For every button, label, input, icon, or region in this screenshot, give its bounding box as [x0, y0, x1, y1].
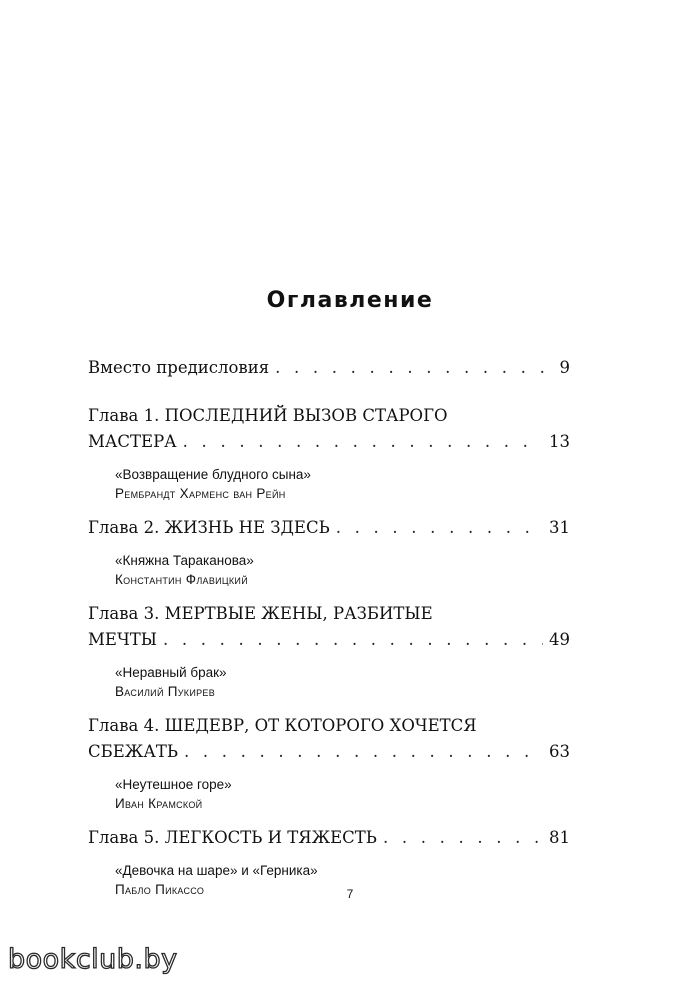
toc-line	[88, 825, 570, 851]
toc-line	[88, 515, 570, 541]
entry-page-number: 63	[549, 742, 570, 761]
entry-page-number: 49	[549, 630, 570, 649]
toc-title: Оглавление	[266, 288, 434, 313]
chapter-title-line-1: Глава 4. ШЕДЕВР, ОТ КОТОРОГО ХОЧЕТСЯ	[88, 716, 477, 735]
painting-title: «Неутешное горе»	[115, 777, 232, 792]
chapter-title-line-2: МЕЧТЫ	[88, 630, 157, 649]
toc-line	[88, 713, 570, 739]
dot-leader	[336, 515, 543, 541]
toc-entry-chapter-2	[88, 515, 570, 589]
chapter-title-line-1: Глава 1. ПОСЛЕДНИЙ ВЫЗОВ СТАРОГО	[88, 406, 448, 425]
painting-artist: Рембрандт Харменс ван Рейн	[115, 486, 286, 501]
chapter-painting-info	[115, 465, 570, 503]
painting-title: «Неравный брак»	[115, 665, 227, 680]
chapter-title-line-1: Глава 3. МЕРТВЫЕ ЖЕНЫ, РАЗБИТЫЕ	[88, 604, 433, 623]
painting-artist: Пабло Пикассо	[115, 882, 205, 897]
table-of-contents	[88, 355, 570, 899]
entry-title: Вместо предисловия	[88, 358, 270, 377]
entry-page-number: 31	[549, 518, 570, 537]
page-number: 7	[346, 887, 354, 901]
toc-entry-chapter-3	[88, 601, 570, 701]
dot-leader	[184, 739, 543, 765]
chapter-title-line-2: МАСТЕРА	[88, 432, 177, 451]
toc-line	[88, 739, 570, 765]
painting-title: «Девочка на шаре» и «Герника»	[115, 863, 318, 878]
chapter-painting-info	[115, 551, 570, 589]
dot-leader	[275, 355, 553, 381]
chapter-title-line-2: СБЕЖАТЬ	[88, 742, 178, 761]
toc-line	[88, 627, 570, 653]
entry-page-number: 9	[559, 358, 570, 377]
toc-entry-preface	[88, 355, 570, 381]
toc-line	[88, 429, 570, 455]
entry-page-number: 81	[549, 828, 570, 847]
entry-page-number: 13	[549, 432, 570, 451]
dot-leader	[163, 627, 543, 653]
chapter-painting-info	[115, 663, 570, 701]
painting-artist: Константин Флавицкий	[115, 572, 248, 587]
site-watermark: bookclub.by	[8, 944, 178, 975]
chapter-title-line-1: Глава 2. ЖИЗНЬ НЕ ЗДЕСЬ	[88, 518, 330, 537]
dot-leader	[383, 825, 543, 851]
painting-title: «Княжна Тараканова»	[115, 553, 254, 568]
dot-leader	[183, 429, 543, 455]
toc-entry-chapter-1	[88, 403, 570, 503]
chapter-title-line-1: Глава 5. ЛЕГКОСТЬ И ТЯЖЕСТЬ	[88, 828, 377, 847]
chapter-painting-info	[115, 775, 570, 813]
painting-title: «Возвращение блудного сына»	[115, 467, 311, 482]
painting-artist: Василий Пукирев	[115, 684, 216, 699]
toc-line	[88, 601, 570, 627]
toc-line	[88, 355, 570, 381]
painting-artist: Иван Крамской	[115, 796, 203, 811]
toc-line	[88, 403, 570, 429]
toc-entry-chapter-4	[88, 713, 570, 813]
